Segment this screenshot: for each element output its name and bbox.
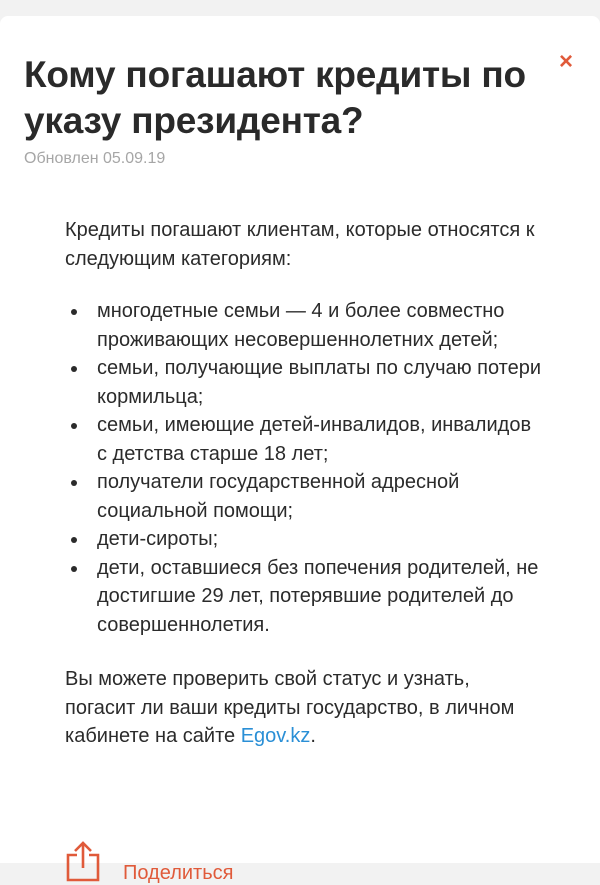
list-item: [65, 354, 545, 411]
bullet-icon: [71, 480, 77, 486]
article-sheet: [0, 16, 600, 884]
list-item: [65, 411, 545, 468]
close-button[interactable]: [554, 50, 578, 74]
list-item-text: дети-сироты;: [97, 528, 219, 550]
category-list: [65, 297, 545, 639]
share-icon: [65, 841, 101, 881]
share-label: Поделиться: [123, 862, 234, 884]
list-item: [65, 554, 545, 640]
article-title: Кому погашают кредиты по указу президента?: [24, 54, 526, 141]
close-icon: ×: [558, 48, 573, 75]
bullet-icon: [71, 366, 77, 372]
list-item-text: получатели государственной адресной социальной помощи;: [97, 471, 460, 522]
outro-text: Вы можете проверить свой статус и узнать, погасит ли ваши кредиты государство, в личном кабинете на сайте: [65, 668, 515, 747]
bullet-icon: [71, 309, 77, 315]
share-button[interactable]: [65, 836, 233, 885]
outro-end: .: [310, 725, 316, 747]
intro-paragraph: Кредиты погашают клиентам, которые относятся к следующим категориям:: [65, 219, 535, 270]
bullet-icon: [71, 423, 77, 429]
list-item-text: семьи, имеющие детей-инвалидов, инвалидов с детства старше 18 лет;: [97, 414, 532, 465]
list-item-text: многодетные семьи — 4 и более совместно проживающих несовершеннолетних детей;: [97, 300, 505, 351]
list-item: [65, 468, 545, 525]
list-item: [65, 297, 545, 354]
bullet-icon: [71, 566, 77, 572]
article-body: [65, 216, 545, 751]
egov-link[interactable]: Egov.kz: [240, 725, 311, 747]
list-item-text: дети, оставшиеся без попечения родителей, не достигшие 29 лет, потерявшие родителей до совершеннолетия.: [97, 556, 539, 636]
updated-date: Обновлен 05.09.19: [24, 150, 166, 167]
outro-paragraph: [65, 665, 545, 751]
list-item-text: семьи, получающие выплаты по случаю потери кормильца;: [97, 357, 542, 408]
list-item: [65, 525, 545, 554]
bullet-icon: [71, 537, 77, 543]
